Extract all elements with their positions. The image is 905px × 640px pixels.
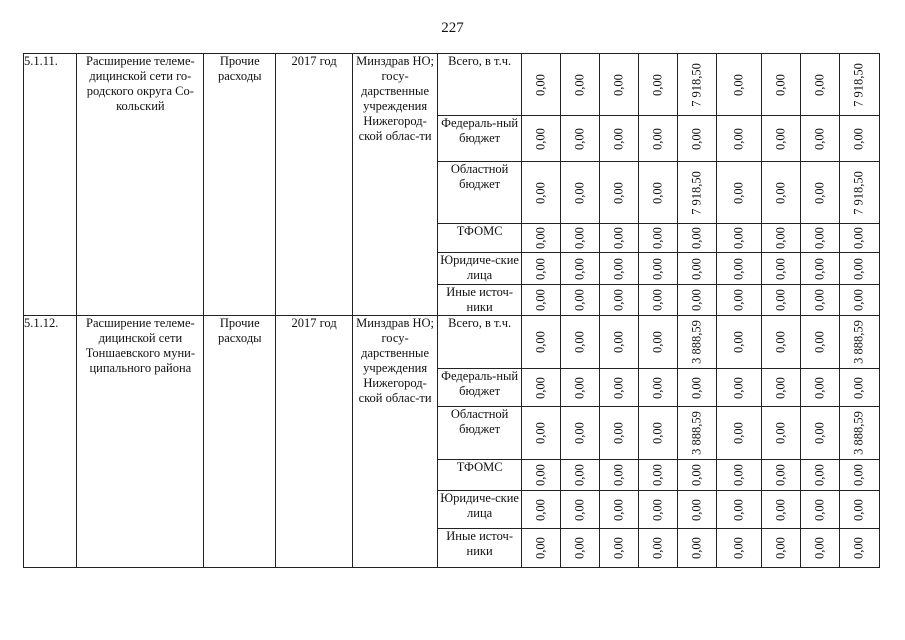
value-text: 0,00 <box>533 227 548 249</box>
value-cell <box>561 407 600 460</box>
item-name: Расширение телеме-дицинской сети го-родского округа Со-кольский <box>77 54 204 316</box>
value-text: 0,00 <box>650 498 665 521</box>
value-cell <box>716 407 761 460</box>
value-text: 0,00 <box>731 127 746 150</box>
value-cell <box>762 316 801 369</box>
value-text: 0,00 <box>650 537 665 559</box>
value-text: 0,00 <box>773 422 788 444</box>
funding-source-label: Федераль-ный бюджет <box>438 116 522 162</box>
value-text: 0,00 <box>533 127 548 150</box>
value-text: 0,00 <box>812 127 827 150</box>
item-year: 2017 год <box>276 54 353 316</box>
value-text: 0,00 <box>650 127 665 150</box>
value-text: 0,00 <box>572 181 587 204</box>
value-text: 0,00 <box>611 289 626 311</box>
value-cell <box>600 316 639 369</box>
value-text: 0,00 <box>689 257 704 280</box>
value-cell <box>716 162 761 224</box>
item-number: 5.1.12. <box>24 316 77 568</box>
value-text: 0,00 <box>611 127 626 150</box>
value-cell <box>561 253 600 285</box>
value-cell <box>762 491 801 529</box>
value-text: 0,00 <box>611 498 626 521</box>
value-cell <box>677 285 716 316</box>
value-cell <box>839 224 879 253</box>
value-cell <box>677 54 716 116</box>
value-cell <box>522 407 561 460</box>
value-text: 0,00 <box>851 257 866 280</box>
value-text: 3 888,59 <box>689 320 704 364</box>
value-cell <box>600 253 639 285</box>
value-cell <box>800 54 839 116</box>
value-text: 0,00 <box>773 127 788 150</box>
value-text: 0,00 <box>650 422 665 444</box>
value-text: 0,00 <box>533 73 548 96</box>
value-cell <box>561 116 600 162</box>
value-cell <box>677 529 716 568</box>
value-text: 0,00 <box>731 376 746 399</box>
value-text: 0,00 <box>731 73 746 96</box>
value-cell <box>839 116 879 162</box>
value-text: 0,00 <box>812 537 827 559</box>
value-text: 0,00 <box>611 422 626 444</box>
value-text: 0,00 <box>731 422 746 444</box>
value-text: 0,00 <box>533 498 548 521</box>
value-cell <box>639 54 678 116</box>
funding-source-label: Юридиче-ские лица <box>438 491 522 529</box>
value-cell <box>600 285 639 316</box>
value-text: 0,00 <box>572 73 587 96</box>
funding-source-label: ТФОМС <box>438 224 522 253</box>
value-cell <box>600 116 639 162</box>
value-text: 0,00 <box>773 376 788 399</box>
value-cell <box>762 162 801 224</box>
value-cell <box>639 116 678 162</box>
value-cell <box>716 460 761 491</box>
value-text: 0,00 <box>851 289 866 311</box>
value-cell <box>639 316 678 369</box>
value-text: 3 888,59 <box>851 320 866 364</box>
value-cell <box>839 369 879 407</box>
value-cell <box>716 224 761 253</box>
value-cell <box>522 369 561 407</box>
item-year: 2017 год <box>276 316 353 568</box>
value-cell <box>600 529 639 568</box>
value-cell <box>600 162 639 224</box>
value-cell <box>839 285 879 316</box>
value-cell <box>561 54 600 116</box>
value-cell <box>561 529 600 568</box>
value-text: 0,00 <box>689 498 704 521</box>
value-cell <box>561 316 600 369</box>
value-cell <box>677 491 716 529</box>
value-cell <box>800 369 839 407</box>
value-cell <box>522 529 561 568</box>
value-text: 0,00 <box>812 331 827 353</box>
value-cell <box>800 407 839 460</box>
funding-source-label: Иные источ-ники <box>438 529 522 568</box>
value-text: 0,00 <box>731 331 746 353</box>
value-text: 0,00 <box>611 376 626 399</box>
value-cell <box>762 407 801 460</box>
value-cell <box>839 253 879 285</box>
value-text: 3 888,59 <box>689 411 704 455</box>
value-text: 0,00 <box>533 422 548 444</box>
value-text: 0,00 <box>572 537 587 559</box>
value-cell <box>762 285 801 316</box>
value-text: 0,00 <box>773 289 788 311</box>
value-text: 0,00 <box>812 422 827 444</box>
value-text: 0,00 <box>689 376 704 399</box>
value-text: 0,00 <box>533 537 548 559</box>
value-cell <box>639 253 678 285</box>
value-cell <box>600 54 639 116</box>
value-text: 0,00 <box>650 181 665 204</box>
value-text: 0,00 <box>572 464 587 486</box>
value-cell <box>762 253 801 285</box>
value-cell <box>522 162 561 224</box>
value-cell <box>522 116 561 162</box>
value-text: 0,00 <box>611 257 626 280</box>
value-cell <box>600 224 639 253</box>
value-cell <box>800 529 839 568</box>
value-text: 0,00 <box>812 376 827 399</box>
value-cell <box>600 491 639 529</box>
value-text: 0,00 <box>773 331 788 353</box>
value-text: 0,00 <box>851 376 866 399</box>
value-text: 0,00 <box>611 537 626 559</box>
value-text: 0,00 <box>650 376 665 399</box>
value-text: 7 918,50 <box>689 62 704 107</box>
value-cell <box>561 162 600 224</box>
value-cell <box>677 116 716 162</box>
value-cell <box>639 460 678 491</box>
value-text: 0,00 <box>689 227 704 249</box>
value-text: 0,00 <box>773 498 788 521</box>
value-text: 0,00 <box>812 73 827 96</box>
value-cell <box>639 529 678 568</box>
expense-type: Прочие расходы <box>204 316 276 568</box>
value-text: 0,00 <box>572 127 587 150</box>
value-cell <box>839 491 879 529</box>
value-text: 0,00 <box>689 464 704 486</box>
value-text: 0,00 <box>572 331 587 353</box>
value-cell <box>677 369 716 407</box>
value-text: 0,00 <box>650 257 665 280</box>
value-text: 7 918,50 <box>851 170 866 215</box>
value-cell <box>839 460 879 491</box>
value-cell <box>800 316 839 369</box>
value-text: 0,00 <box>731 181 746 204</box>
value-cell <box>639 224 678 253</box>
value-cell <box>716 369 761 407</box>
value-text: 0,00 <box>773 464 788 486</box>
value-cell <box>800 162 839 224</box>
item-executor: Минздрав НО; госу-дарственные учреждения Нижегород-ской облас-ти <box>353 54 438 316</box>
value-text: 0,00 <box>533 331 548 353</box>
value-cell <box>639 285 678 316</box>
value-text: 0,00 <box>773 73 788 96</box>
value-cell <box>839 529 879 568</box>
value-cell <box>762 116 801 162</box>
funding-source-label: ТФОМС <box>438 460 522 491</box>
value-text: 0,00 <box>731 537 746 559</box>
value-text: 0,00 <box>812 464 827 486</box>
table-row <box>24 316 880 369</box>
value-cell <box>800 116 839 162</box>
value-cell <box>839 54 879 116</box>
value-text: 0,00 <box>650 73 665 96</box>
value-cell <box>522 224 561 253</box>
value-text: 0,00 <box>611 331 626 353</box>
funding-source-label: Областной бюджет <box>438 162 522 224</box>
value-text: 0,00 <box>611 73 626 96</box>
value-text: 0,00 <box>773 257 788 280</box>
value-text: 0,00 <box>572 422 587 444</box>
value-text: 0,00 <box>572 289 587 311</box>
funding-source-label: Федераль-ный бюджет <box>438 369 522 407</box>
value-text: 0,00 <box>611 181 626 204</box>
value-cell <box>800 460 839 491</box>
value-cell <box>839 162 879 224</box>
value-text: 0,00 <box>650 289 665 311</box>
value-text: 7 918,50 <box>851 62 866 107</box>
value-cell <box>716 316 761 369</box>
value-text: 0,00 <box>731 257 746 280</box>
value-text: 0,00 <box>572 227 587 249</box>
value-cell <box>716 116 761 162</box>
value-text: 0,00 <box>812 498 827 521</box>
funding-source-label: Юридиче-ские лица <box>438 253 522 285</box>
value-cell <box>522 316 561 369</box>
table-row <box>24 54 880 116</box>
value-text: 0,00 <box>650 331 665 353</box>
value-text: 0,00 <box>731 498 746 521</box>
value-text: 3 888,59 <box>851 411 866 455</box>
financing-table <box>23 53 880 568</box>
value-cell <box>716 54 761 116</box>
value-text: 0,00 <box>689 127 704 150</box>
value-cell <box>561 285 600 316</box>
value-text: 0,00 <box>611 227 626 249</box>
value-cell <box>600 369 639 407</box>
value-text: 0,00 <box>533 181 548 204</box>
value-text: 0,00 <box>773 181 788 204</box>
value-cell <box>839 407 879 460</box>
value-text: 0,00 <box>812 289 827 311</box>
value-cell <box>561 224 600 253</box>
value-text: 0,00 <box>773 227 788 249</box>
value-cell <box>561 369 600 407</box>
value-cell <box>561 491 600 529</box>
page-number: 227 <box>441 20 464 36</box>
funding-source-label: Всего, в т.ч. <box>438 316 522 369</box>
value-cell <box>762 529 801 568</box>
value-text: 0,00 <box>731 289 746 311</box>
value-cell <box>561 460 600 491</box>
value-cell <box>639 369 678 407</box>
expense-type: Прочие расходы <box>204 54 276 316</box>
value-cell <box>762 224 801 253</box>
value-text: 0,00 <box>812 227 827 249</box>
value-text: 0,00 <box>851 464 866 486</box>
value-cell <box>522 491 561 529</box>
value-cell <box>716 285 761 316</box>
item-name: Расширение телеме-дицинской сети Тоншаевского муни-ципального района <box>77 316 204 568</box>
value-text: 0,00 <box>731 227 746 249</box>
value-cell <box>522 460 561 491</box>
value-cell <box>677 407 716 460</box>
value-cell <box>716 253 761 285</box>
value-cell <box>677 316 716 369</box>
value-text: 0,00 <box>650 464 665 486</box>
value-cell <box>762 460 801 491</box>
value-text: 0,00 <box>689 289 704 311</box>
value-cell <box>762 369 801 407</box>
value-text: 0,00 <box>572 376 587 399</box>
value-text: 0,00 <box>812 181 827 204</box>
value-cell <box>639 407 678 460</box>
value-cell <box>639 162 678 224</box>
value-cell <box>522 285 561 316</box>
value-text: 0,00 <box>572 498 587 521</box>
value-cell <box>800 491 839 529</box>
value-text: 0,00 <box>851 227 866 249</box>
value-cell <box>600 407 639 460</box>
value-cell <box>600 460 639 491</box>
value-cell <box>677 162 716 224</box>
value-cell <box>800 224 839 253</box>
value-text: 0,00 <box>533 464 548 486</box>
value-cell <box>522 54 561 116</box>
funding-source-label: Всего, в т.ч. <box>438 54 522 116</box>
value-text: 0,00 <box>812 257 827 280</box>
value-text: 0,00 <box>851 127 866 150</box>
value-text: 0,00 <box>689 537 704 559</box>
value-cell <box>677 253 716 285</box>
value-cell <box>800 285 839 316</box>
value-text: 0,00 <box>851 498 866 521</box>
value-text: 0,00 <box>533 376 548 399</box>
value-text: 0,00 <box>533 257 548 280</box>
value-text: 0,00 <box>533 289 548 311</box>
value-text: 0,00 <box>572 257 587 280</box>
value-text: 7 918,50 <box>689 170 704 215</box>
funding-source-label: Областной бюджет <box>438 407 522 460</box>
value-text: 0,00 <box>731 464 746 486</box>
value-text: 0,00 <box>851 537 866 559</box>
value-text: 0,00 <box>773 537 788 559</box>
value-cell <box>522 253 561 285</box>
item-number: 5.1.11. <box>24 54 77 316</box>
item-executor: Минздрав НО; госу-дарственные учреждения Нижегород-ской облас-ти <box>353 316 438 568</box>
value-cell <box>762 54 801 116</box>
value-cell <box>677 224 716 253</box>
value-cell <box>716 529 761 568</box>
value-cell <box>639 491 678 529</box>
value-cell <box>716 491 761 529</box>
value-cell <box>677 460 716 491</box>
value-text: 0,00 <box>650 227 665 249</box>
value-cell <box>800 253 839 285</box>
value-text: 0,00 <box>611 464 626 486</box>
funding-source-label: Иные источ-ники <box>438 285 522 316</box>
value-cell <box>839 316 879 369</box>
